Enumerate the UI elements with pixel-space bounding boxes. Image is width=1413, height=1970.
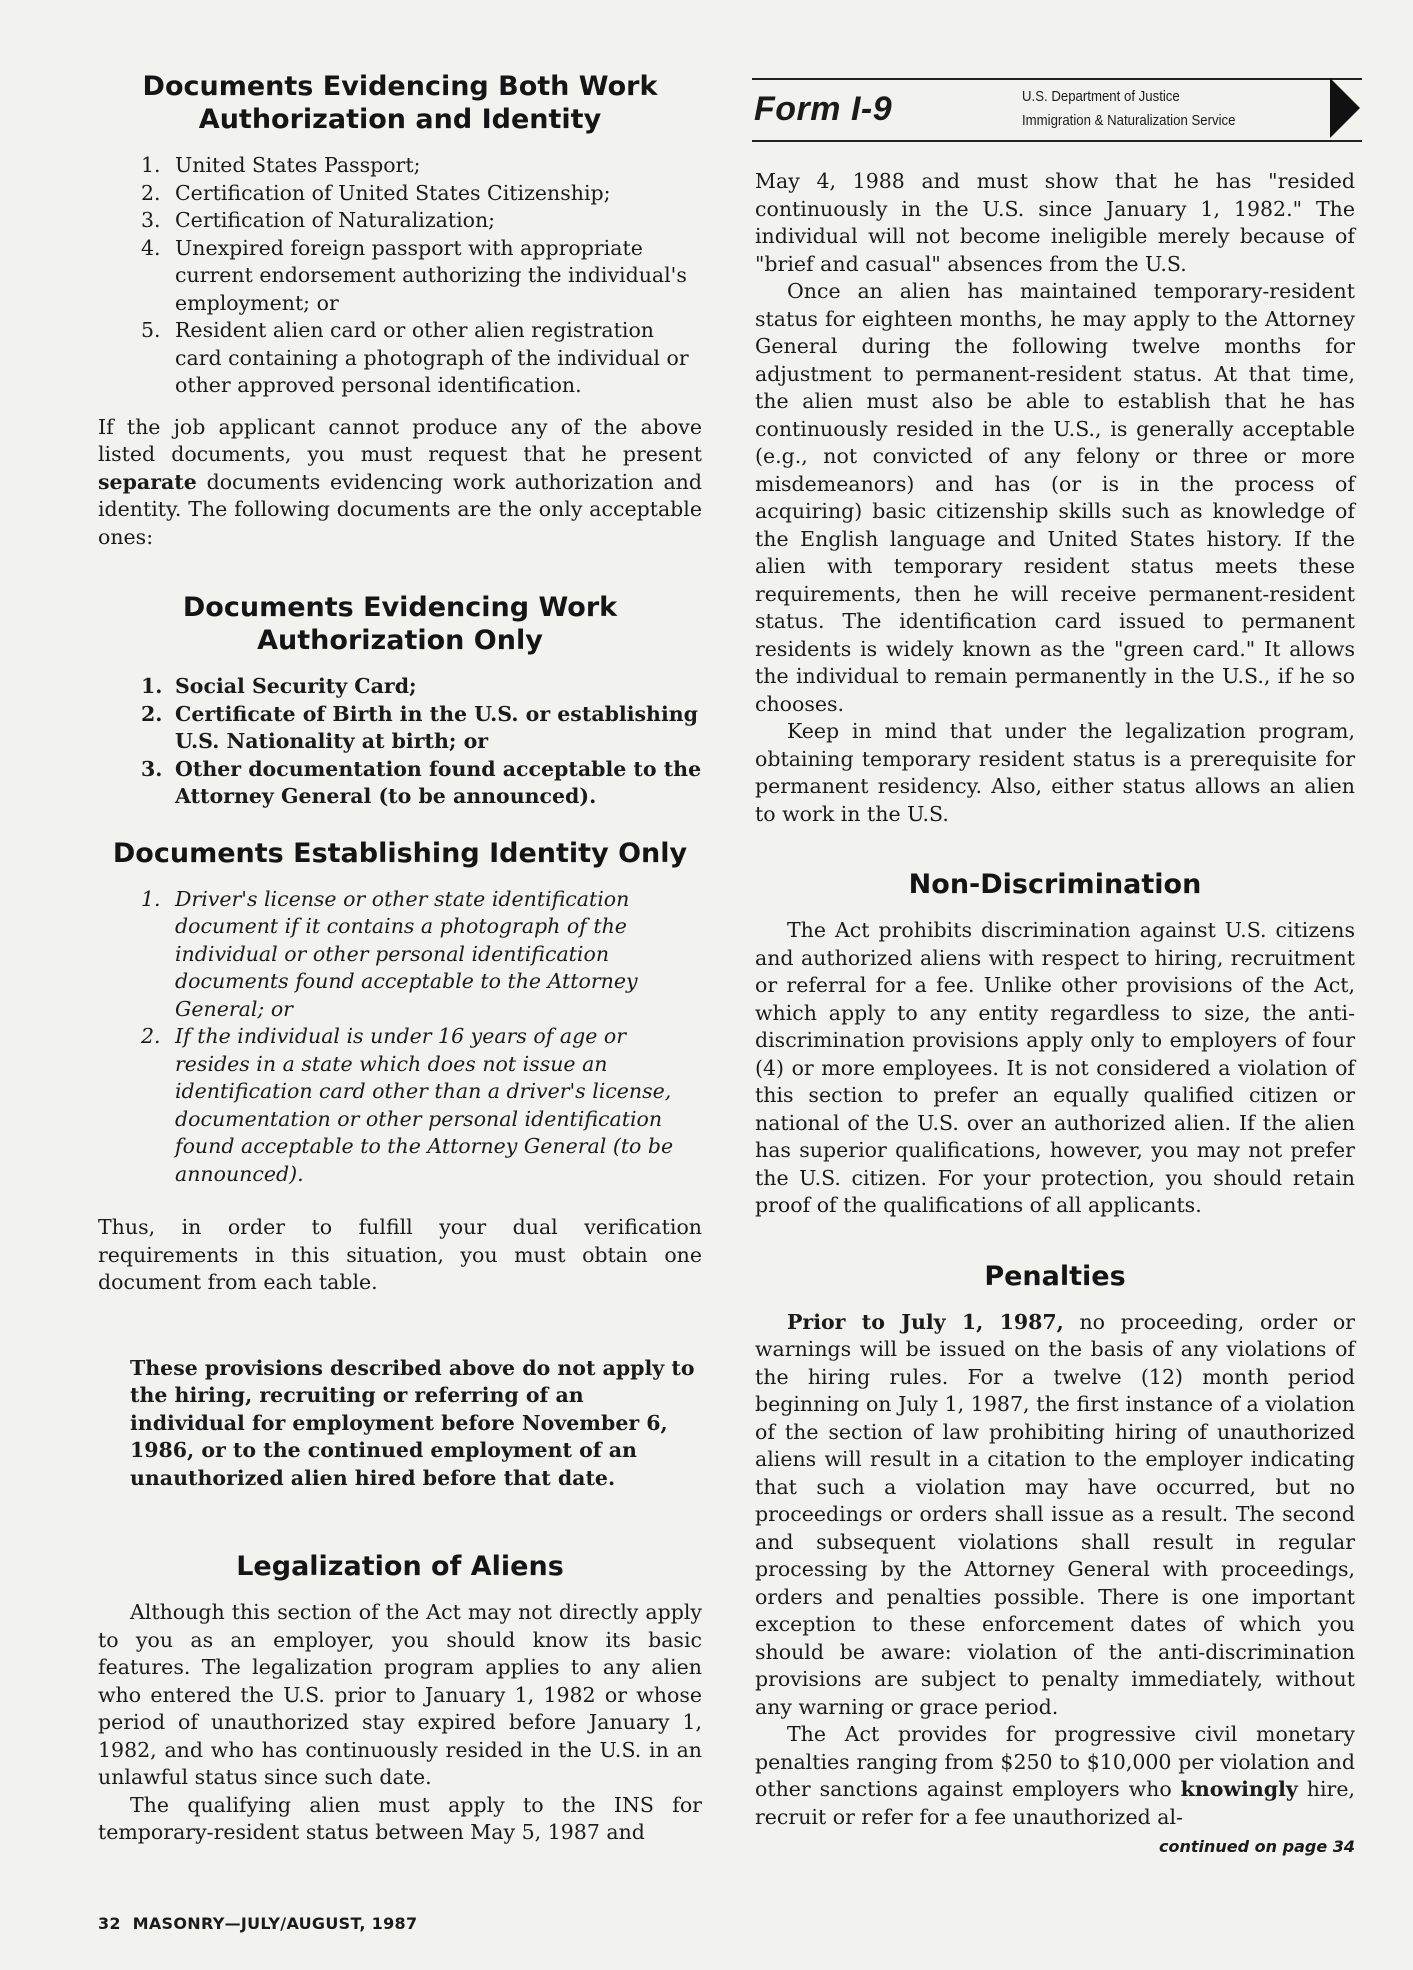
- heading-legalization: Legalization of Aliens: [236, 1551, 564, 1582]
- permanent-status-paragraph: Once an alien has maintained temporary-resident status for eighteen months, he may apply to the Attorney General during the following twelve months for adjustment to permanent-resident status. At that time, the alien must also be able to establish that he has continuously resided in the U.S., is generally acceptable (e.g., not convicted of any felony or three or more misdemeanors) and has (or is in the process of acquiring) basic citizenship skills such as knowledge of the English language and United States history. If the alien with temporary resident status meets these requirements, then he will receive permanent-resident status. The identification card issued to permanent residents is widely known as the "green card." It allows the individual to remain permanently in the U.S., if he so chooses.: [755, 279, 1355, 716]
- legalization-paragraph-1: Although this section of the Act may not directly apply to you as an employer, you should know its basic features. The legalization program applies to any alien who entered the U.S. prior to January 1, 1982 or whose period of unauthorized stay expired before January 1, 1982, and who has continuously resided in the U.S. in an unlawful status since such date.: [98, 1600, 702, 1789]
- list-item: 3. Certification of Naturalization;: [141, 208, 496, 232]
- list-item: 2. Certificate of Birth in the U.S. or establishing U.S. Nationality at birth; or: [141, 701, 698, 753]
- penalties-paragraph-2: The Act provides for progressive civil monetary penalties ranging from $250 to $10,000 per violation and other sanctions against employers who knowingly hire, recruit or refer for a fee unauthorized al-: [755, 1722, 1355, 1829]
- work-authorization-list: [98, 673, 702, 811]
- continuation-paragraph: May 4, 1988 and must show that he has "resided continuously in the U.S. since January 1, 1982." The individual will not become ineligible merely because of "brief and casual" absences from the U.S.: [755, 169, 1355, 276]
- publication-name: MASONRY—JULY/AUGUST, 1987: [132, 1914, 418, 1933]
- heading-penalties: Penalties: [984, 1260, 1126, 1292]
- form-title: Form I-9: [754, 90, 893, 128]
- penalties-paragraph-1: Prior to July 1, 1987, no proceeding, order or warnings will be issued on the basis of any violations of the hiring rules. For a twelve (12) month period beginning on July 1, 1987, the first instance of a violation of the section of law prohibiting hiring of unauthorized aliens will result in a citation to the employer indicating that such a violation may have occurred, but no proceedings or orders shall issue as a result. The second and subsequent violations shall result in regular processing by the Attorney General with proceedings, orders and penalties possible. There is one important exception to these enforcement dates of which you should be aware: violation of the anti-discrimination provisions are subject to penalty immediately, without any warning or grace period.: [755, 1309, 1355, 1719]
- heading-identity: Documents Establishing Identity Only: [112, 837, 688, 869]
- keep-in-mind-paragraph: Keep in mind that under the legalization program, obtaining temporary resident status is a prerequisite for permanent residency. Also, either status allows an alien to work in the U.S.: [755, 719, 1355, 826]
- list-item: 1. Social Security Card;: [141, 674, 417, 698]
- list-item: 2. If the individual is under 16 years of age or resides in a state which does not issue an identification card other than a driver's license, documentation or other personal identification found acceptable to the Attorney General (to be announced).: [141, 1024, 674, 1186]
- left-column: [98, 70, 702, 1847]
- continued-note: continued on page 34: [1159, 1837, 1355, 1856]
- page-number: 32: [98, 1914, 121, 1933]
- heading-work-authorization: Documents Evidencing Work Authorization Only: [182, 592, 618, 656]
- list-item: 1. Driver's license or other state identification document if it contains a photograph of the individual or other personal identification documents found acceptable to the Attorney General; or: [141, 886, 638, 1021]
- list-item: 3. Other documentation found acceptable to the Attorney General (to be announced).: [141, 756, 702, 808]
- list-item: 2. Certification of United States Citizenship;: [141, 180, 611, 205]
- provisions-paragraph: These provisions described above do not apply to the hiring, recruiting or referring of an individual for employment before November 6, 1986, or to the continued employment of an unauthorized alien hired before that date.: [130, 1355, 695, 1490]
- page-footer: [98, 1914, 417, 1933]
- heading-both-documents: Documents Evidencing Both Work Authorization and Identity: [142, 71, 658, 135]
- heading-non-discrimination: Non-Discrimination: [908, 869, 1202, 900]
- list-item: 4. Unexpired foreign passport with appropriate current endorsement authorizing the individual's employment; or: [141, 235, 687, 315]
- thus-paragraph: Thus, in order to fulfill your dual verification requirements in this situation, you must obtain one document from each table.: [98, 1215, 702, 1294]
- identity-list: [98, 886, 702, 1189]
- form-header: [752, 78, 1362, 142]
- right-column: [755, 168, 1355, 1861]
- both-documents-list: [98, 152, 702, 400]
- arrow-right-icon: [1330, 78, 1360, 138]
- non-discrimination-paragraph: The Act prohibits discrimination against U.S. citizens and authorized aliens with respect to hiring, recruitment or referral for a fee. Unlike other provisions of the Act, which apply to any entity regardless to size, the anti-discrimination provisions apply only to employers of four (4) or more employees. It is not considered a violation of this section to prefer an equally qualified citizen or national of the U.S. over an authorized alien. If the alien has superior qualifications, however, you may not prefer the U.S. citizen. For your protection, you should retain proof of the qualifications of all applicants.: [755, 918, 1355, 1217]
- legalization-paragraph-2: The qualifying alien must apply to the INS for temporary-resident status between May 5, 1987 and: [98, 1792, 702, 1844]
- agency-name: U.S. Department of Justice Immigration & Naturalization Service: [1022, 88, 1236, 129]
- list-item: 1. United States Passport;: [141, 153, 421, 177]
- separate-documents-paragraph: If the job applicant cannot produce any of the above listed documents, you must request that he present separate documents evidencing work authorization and identity. The following documents are the only acceptable ones:: [98, 414, 702, 549]
- list-item: 5. Resident alien card or other alien registration card containing a photograph of the individual or other approved personal identification.: [141, 318, 689, 397]
